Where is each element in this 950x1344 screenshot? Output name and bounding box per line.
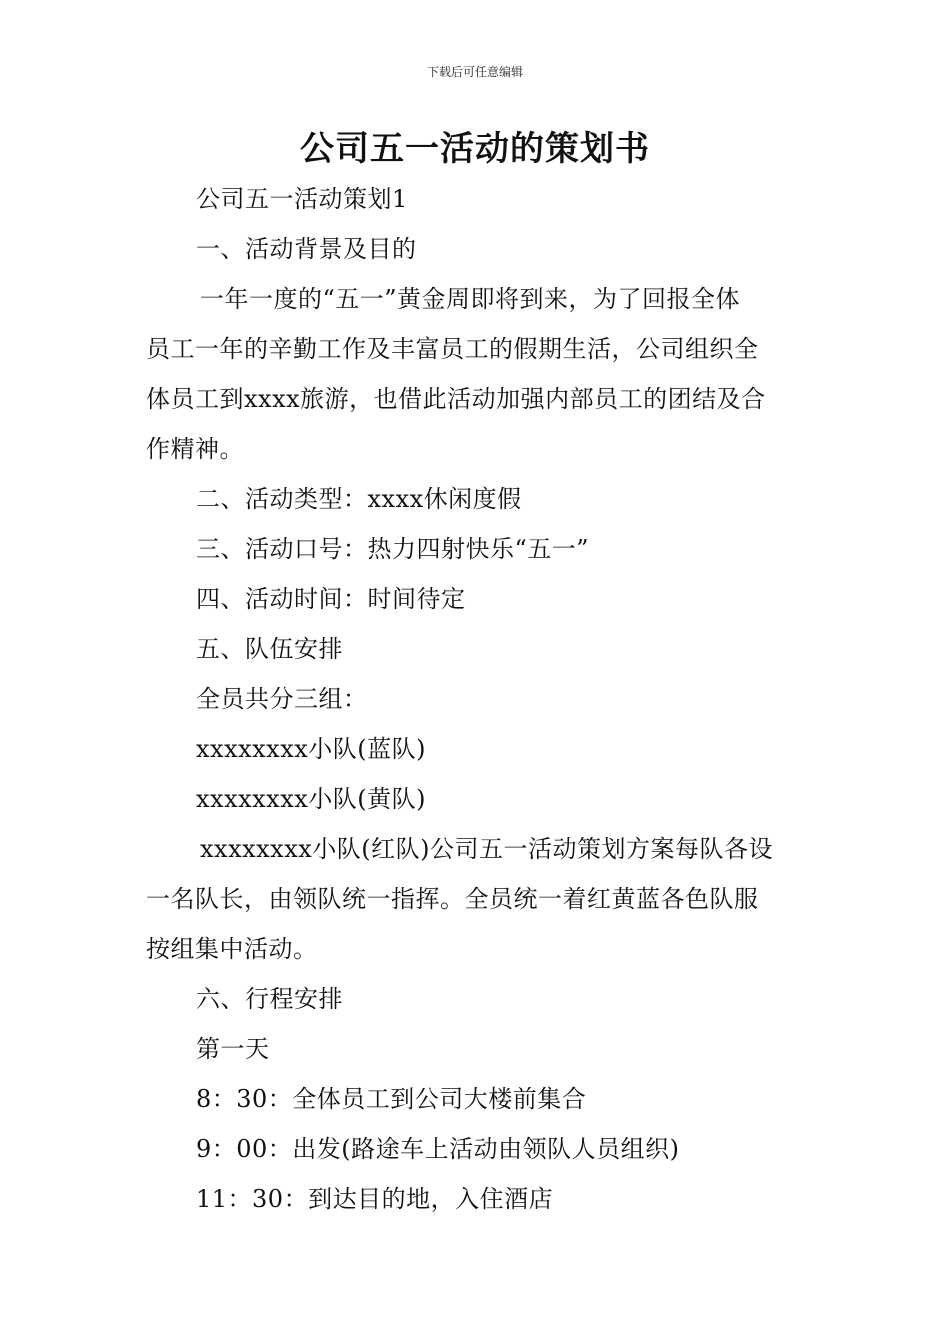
paragraph-line: 作精神。	[146, 435, 244, 463]
section-heading-background: 一、活动背景及目的	[196, 235, 417, 263]
document-body	[146, 174, 812, 1224]
document-title: 公司五一活动的策划书	[300, 129, 650, 169]
paragraph-line: 一名队长，由领队统一指挥。全员统一着红黄蓝各色队服	[146, 885, 759, 913]
section-heading-time: 四、活动时间：时间待定	[196, 585, 466, 613]
paragraph-line: 全员共分三组：	[196, 685, 368, 713]
schedule-item: 8：30：全体员工到公司大楼前集合	[196, 1085, 587, 1113]
section-heading-slogan: 三、活动口号：热力四射快乐“五一”	[196, 535, 590, 563]
schedule-day: 第一天	[196, 1035, 270, 1063]
paragraph-line: 体员工到xxxx旅游，也借此活动加强内部员工的团结及合	[146, 385, 766, 413]
section-heading-type: 二、活动类型：xxxx休闲度假	[196, 485, 522, 513]
schedule-item: 11：30：到达目的地，入住酒店	[196, 1185, 554, 1213]
section-heading-teams: 五、队伍安排	[196, 635, 343, 663]
paragraph-line: 按组集中活动。	[146, 935, 318, 963]
team-item: xxxxxxxx小队(黄队)	[196, 785, 427, 813]
paragraph-line: 一年一度的“五一”黄金周即将到来，为了回报全体	[200, 285, 741, 313]
section-subtitle: 公司五一活动策划1	[196, 185, 408, 213]
section-heading-schedule: 六、行程安排	[196, 985, 343, 1013]
header-note: 下载后可任意编辑	[426, 65, 523, 79]
paragraph-line: 员工一年的辛勤工作及丰富员工的假期生活，公司组织全	[146, 335, 759, 363]
team-item: xxxxxxxx小队(红队)公司五一活动策划方案每队各设	[200, 835, 774, 863]
schedule-item: 9：00：出发(路途车上活动由领队人员组织)	[196, 1135, 680, 1163]
team-item: xxxxxxxx小队(蓝队)	[196, 735, 427, 763]
